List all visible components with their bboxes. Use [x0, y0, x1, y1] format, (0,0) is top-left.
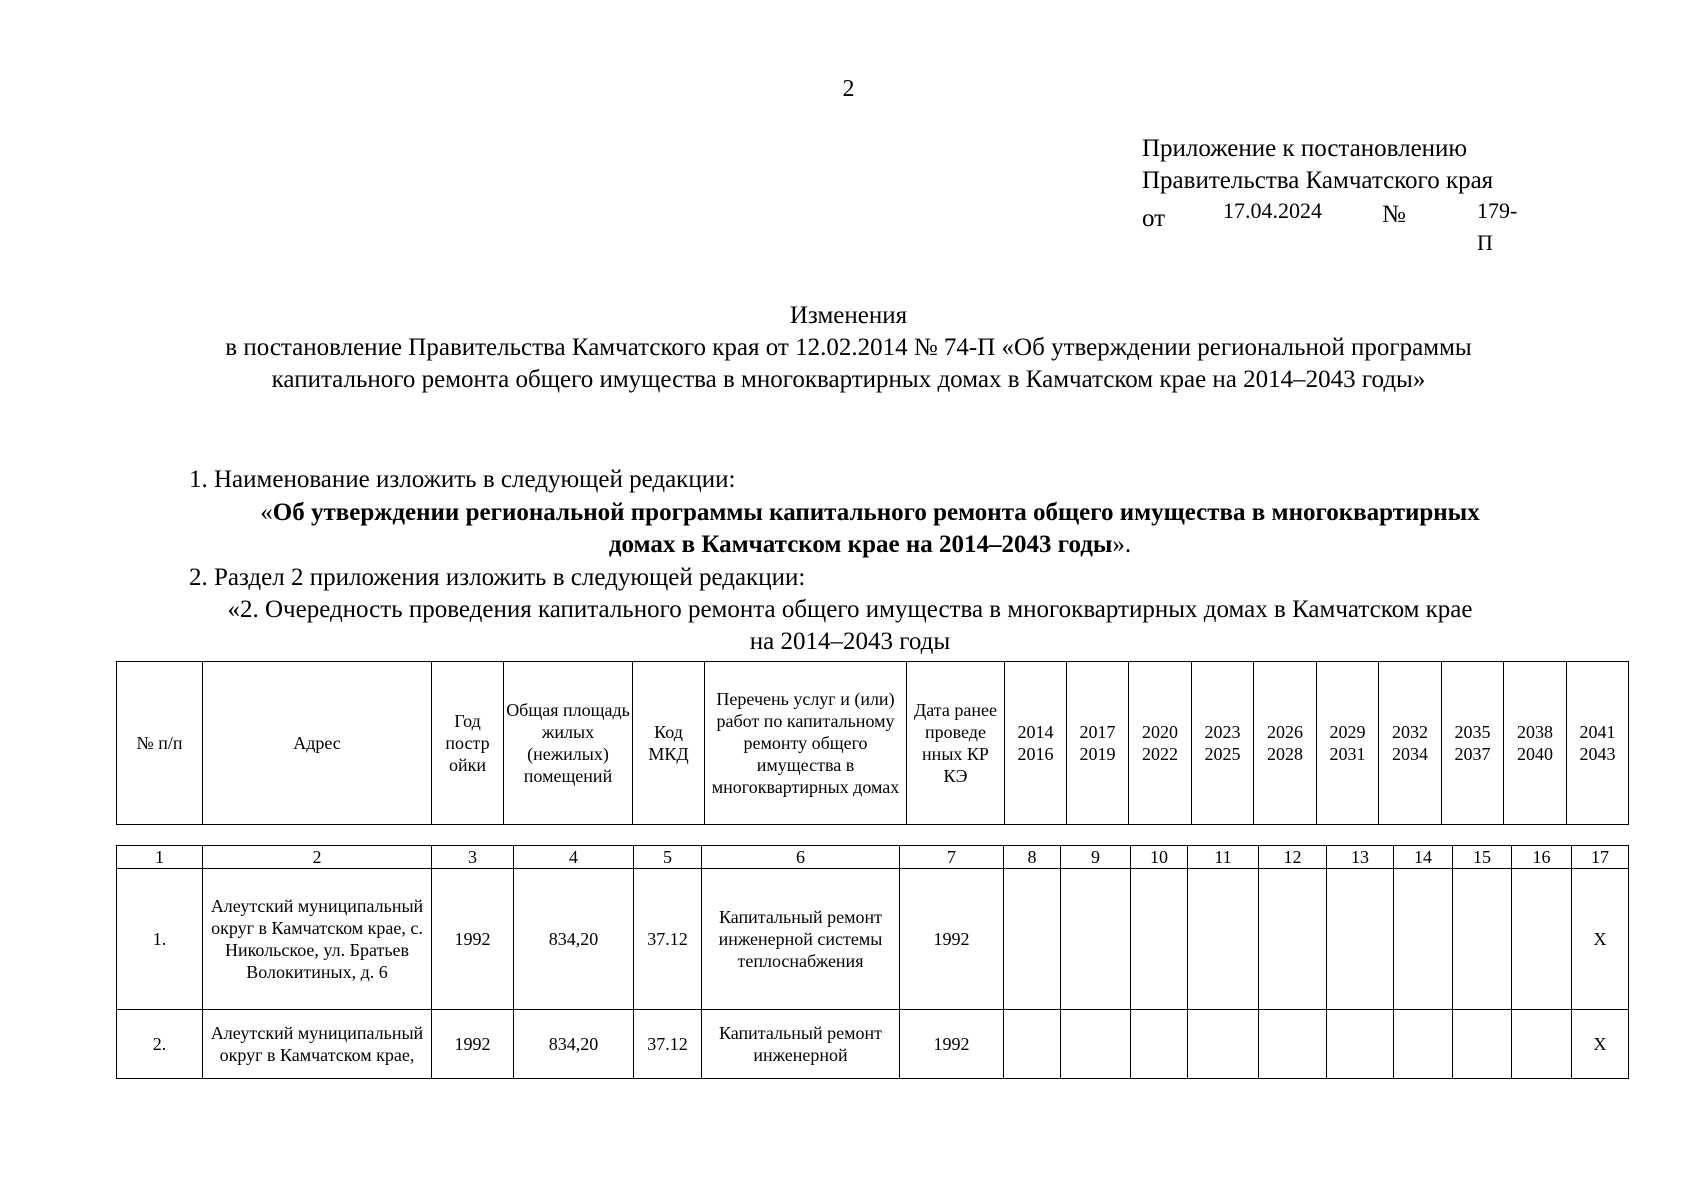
title-line-2: в постановление Правительства Камчатского края от 12.02.2014 № 74-П «Об утверждении региональной программы — [225, 334, 1472, 361]
header-services: Перечень услуг и (или) работ по капитальному ремонту общего имущества в многоквартирных домах — [705, 662, 907, 825]
row-period-cell — [1512, 869, 1572, 1010]
row-period-cell — [1394, 869, 1453, 1010]
open-quote: « — [260, 499, 273, 526]
column-number: 13 — [1327, 846, 1394, 869]
row-period-cell — [1061, 869, 1131, 1010]
column-numbers-row — [117, 846, 1629, 869]
row-period-cell — [1327, 1010, 1394, 1079]
column-number: 8 — [1004, 846, 1061, 869]
row-period-cell — [1394, 1010, 1453, 1079]
row-period-cell — [1004, 869, 1061, 1010]
new-name-line-2: домах в Камчатском крае на 2014–2043 годы — [608, 531, 1113, 558]
resolution-number: 179-П — [1477, 198, 1518, 255]
appendix-line-1: Приложение к постановлению — [1142, 135, 1468, 162]
row-service: Капитальный ремонт инженерной — [702, 1010, 900, 1079]
row-period-cell — [1327, 869, 1394, 1010]
header-period: 2035 2037 — [1442, 662, 1504, 825]
header-year: Год постр ойки — [432, 662, 504, 825]
row-address: Алеутский муниципальный округ в Камчатском крае, — [203, 1010, 432, 1079]
row-date-prev: 1992 — [900, 869, 1004, 1010]
header-num: № п/п — [117, 662, 203, 825]
row-code: 37.12 — [634, 1010, 702, 1079]
row-period-mark: Х — [1572, 869, 1629, 1010]
header-period: 2023 2025 — [1192, 662, 1254, 825]
resolution-date: 17.04.2024 — [1223, 198, 1322, 223]
row-period-mark: Х — [1572, 1010, 1629, 1079]
column-number: 3 — [432, 846, 514, 869]
header-code: Код МКД — [633, 662, 705, 825]
from-label: от — [1142, 205, 1166, 232]
row-period-cell — [1453, 869, 1512, 1010]
header-date-prev: Дата ранее проведе нных КР КЭ — [907, 662, 1005, 825]
column-number: 14 — [1394, 846, 1453, 869]
column-number: 1 — [117, 846, 203, 869]
header-period: 2020 2022 — [1129, 662, 1192, 825]
number-sign: № — [1382, 201, 1406, 228]
row-period-cell — [1188, 1010, 1259, 1079]
table-row — [117, 869, 1629, 1010]
close-quote: ». — [1112, 531, 1132, 558]
appendix-date-row — [1142, 197, 1518, 255]
row-service: Капитальный ремонт инженерной системы теплоснабжения — [702, 869, 900, 1010]
column-number: 4 — [514, 846, 634, 869]
item-2-text: 2. Раздел 2 приложения изложить в следующей редакции: — [189, 564, 806, 591]
header-address: Адрес — [203, 662, 432, 825]
column-number: 15 — [1453, 846, 1512, 869]
row-date-prev: 1992 — [900, 1010, 1004, 1079]
row-num: 2. — [117, 1010, 203, 1079]
column-number: 7 — [900, 846, 1004, 869]
item-1-new-name — [150, 497, 1590, 561]
document-title — [0, 300, 1697, 396]
header-period: 2029 2031 — [1317, 662, 1379, 825]
row-period-cell — [1004, 1010, 1061, 1079]
header-period: 2041 2043 — [1567, 662, 1629, 825]
title-line-3: капитального ремонта общего имущества в многоквартирных домах в Камчатском крае на 2014–2043 годы» — [271, 366, 1426, 393]
column-number: 6 — [702, 846, 900, 869]
row-code: 37.12 — [634, 869, 702, 1010]
row-period-cell — [1131, 869, 1188, 1010]
row-period-cell — [1259, 869, 1327, 1010]
item-1-text: 1. Наименование изложить в следующей редакции: — [189, 466, 736, 493]
column-number: 9 — [1061, 846, 1131, 869]
header-period: 2017 2019 — [1067, 662, 1129, 825]
header-period: 2032 2034 — [1379, 662, 1442, 825]
column-number: 16 — [1512, 846, 1572, 869]
page-number: 2 — [842, 76, 855, 102]
header-period: 2014 2016 — [1005, 662, 1067, 825]
row-year: 1992 — [432, 869, 514, 1010]
section-title-line-2: на 2014–2043 годы — [749, 628, 951, 655]
row-num: 1. — [117, 869, 203, 1010]
row-period-cell — [1188, 869, 1259, 1010]
row-area: 834,20 — [514, 869, 634, 1010]
column-number: 17 — [1572, 846, 1629, 869]
header-period: 2038 2040 — [1504, 662, 1567, 825]
column-number: 2 — [203, 846, 432, 869]
row-period-cell — [1453, 1010, 1512, 1079]
title-line-1: Изменения — [789, 302, 908, 329]
table-row — [117, 1010, 1629, 1079]
row-period-cell — [1259, 1010, 1327, 1079]
appendix-line-2: Правительства Камчатского края — [1142, 167, 1494, 194]
row-period-cell — [1061, 1010, 1131, 1079]
column-number: 5 — [634, 846, 702, 869]
data-table — [116, 845, 1629, 1079]
section-title-line-1: «2. Очередность проведения капитального ремонта общего имущества в многоквартирных домах в Камчатском крае — [227, 596, 1473, 623]
row-period-cell — [1512, 1010, 1572, 1079]
row-area: 834,20 — [514, 1010, 634, 1079]
header-period: 2026 2028 — [1254, 662, 1317, 825]
header-table — [116, 661, 1629, 825]
row-period-cell — [1131, 1010, 1188, 1079]
appendix-block — [1142, 133, 1518, 255]
row-year: 1992 — [432, 1010, 514, 1079]
new-name-line-1: Об утверждении региональной программы капитального ремонта общего имущества в многоквартирных — [272, 499, 1480, 526]
header-area: Общая площадь жилых (нежилых) помещений — [504, 662, 633, 825]
section-title — [110, 594, 1590, 658]
column-number: 10 — [1131, 846, 1188, 869]
row-address: Алеутский муниципальный округ в Камчатском крае, с. Никольское, ул. Братьев Волокитиных, д. 6 — [203, 869, 432, 1010]
column-number: 12 — [1259, 846, 1327, 869]
column-number: 11 — [1188, 846, 1259, 869]
